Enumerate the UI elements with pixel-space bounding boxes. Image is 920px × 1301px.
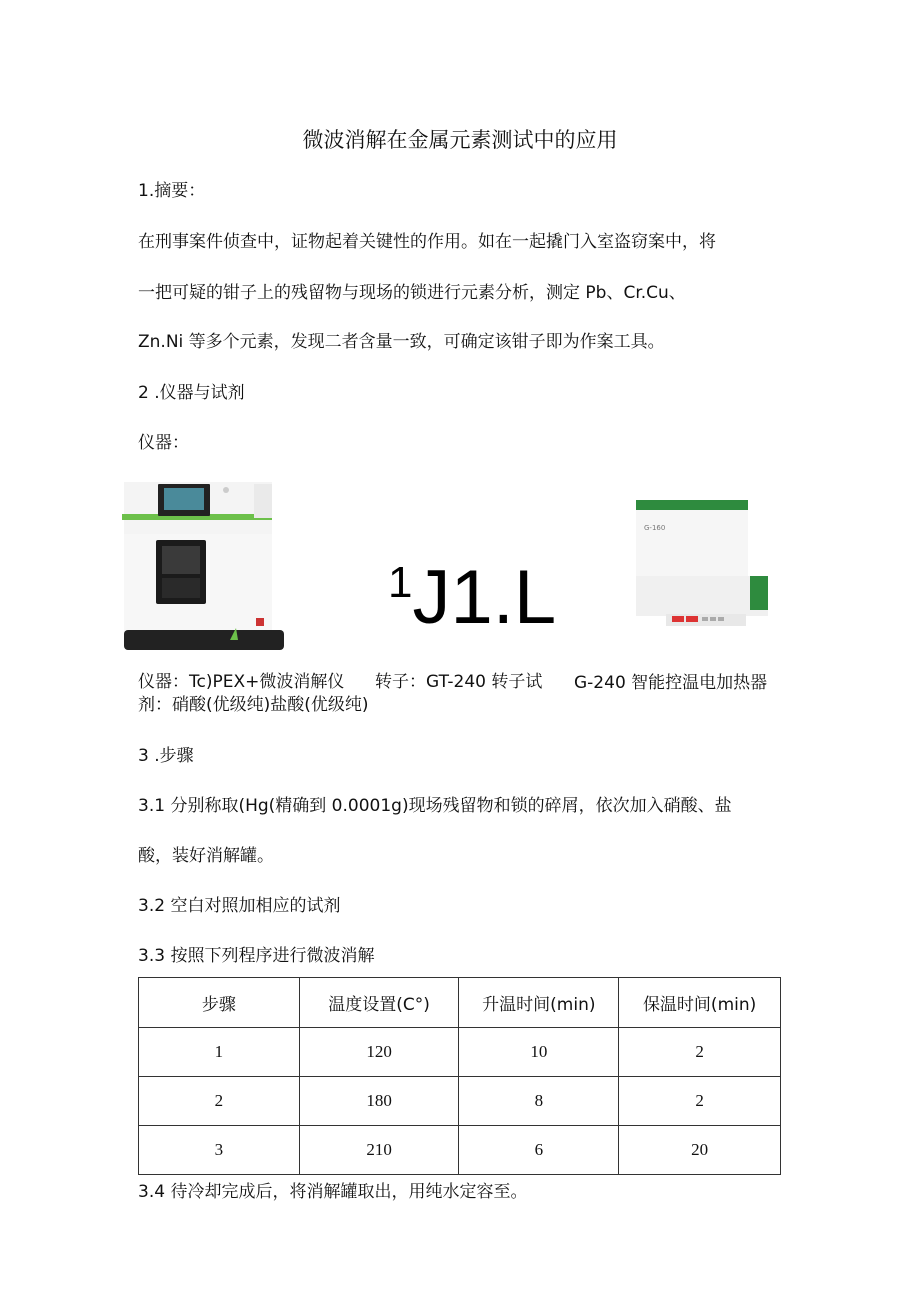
table-cell: 2 xyxy=(619,1077,781,1126)
caption-instrument: 仪器：Tc)PEX+微波消解仪 xyxy=(138,672,345,692)
step-3-1-line-1: 3.1 分别称取(Hg(精确到 0.0001g)现场残留物和锁的碎屑，依次加入硝酸、盐 xyxy=(138,796,732,816)
table-cell: 10 xyxy=(459,1028,619,1077)
table-cell: 8 xyxy=(459,1077,619,1126)
microwave-digestion-instrument-image xyxy=(122,478,284,654)
header-step: 步骤 xyxy=(139,978,300,1028)
step-3-2: 3.2 空白对照加相应的试剂 xyxy=(138,896,341,916)
caption-rotor: 转子：GT-240 转子试 xyxy=(375,672,543,692)
step-3-3: 3.3 按照下列程序进行微波消解 xyxy=(138,946,375,966)
abstract-line-2: 一把可疑的钳子上的残留物与现场的锁进行元素分析，测定 Pb、Cr.Cu、 xyxy=(138,283,686,303)
step-3-4: 3.4 待冷却完成后，将消解罐取出，用纯水定容至。 xyxy=(138,1182,528,1202)
electric-heater-image xyxy=(636,500,768,634)
section-1-heading: 1.摘要： xyxy=(138,181,206,201)
abstract-line-3: Zn.Ni 等多个元素，发现二者含量一致，可确定该钳子即为作案工具。 xyxy=(138,332,665,352)
caption-heater: G-240 智能控温电加热器 xyxy=(574,673,768,693)
table-cell: 3 xyxy=(139,1126,300,1175)
page-title: 微波消解在金属元素测试中的应用 xyxy=(302,128,618,152)
digestion-program-table xyxy=(138,977,781,1175)
section-3-heading: 3 .步骤 xyxy=(138,746,194,766)
caption-reagents: 剂：硝酸(优级纯)盐酸(优级纯) xyxy=(138,695,369,715)
table-cell: 2 xyxy=(619,1028,781,1077)
table-cell: 20 xyxy=(619,1126,781,1175)
header-ramp-time: 升温时间(min) xyxy=(459,978,619,1028)
instrument-label: 仪器： xyxy=(138,433,189,453)
table-row xyxy=(139,1126,781,1175)
table-cell: 180 xyxy=(299,1077,459,1126)
table-cell: 6 xyxy=(459,1126,619,1175)
image-artifact-main: J1.L xyxy=(412,555,557,640)
table-row xyxy=(139,1028,781,1077)
image-artifact-sup: 1 xyxy=(388,558,413,607)
table-cell: 2 xyxy=(139,1077,300,1126)
section-2-heading: 2 .仪器与试剂 xyxy=(138,383,245,403)
table-cell: 120 xyxy=(299,1028,459,1077)
table-cell: 1 xyxy=(139,1028,300,1077)
step-3-1-line-2: 酸，装好消解罐。 xyxy=(138,846,274,866)
header-hold-time: 保温时间(min) xyxy=(619,978,781,1028)
header-temperature: 温度设置(C°) xyxy=(299,978,459,1028)
table-header-row xyxy=(139,978,781,1028)
heater-model-label: G-160 xyxy=(644,524,666,532)
table-row xyxy=(139,1077,781,1126)
image-artifact-text xyxy=(388,555,557,640)
abstract-line-1: 在刑事案件侦查中，证物起着关键性的作用。如在一起撬门入室盗窃案中，将 xyxy=(138,232,716,252)
table-cell: 210 xyxy=(299,1126,459,1175)
